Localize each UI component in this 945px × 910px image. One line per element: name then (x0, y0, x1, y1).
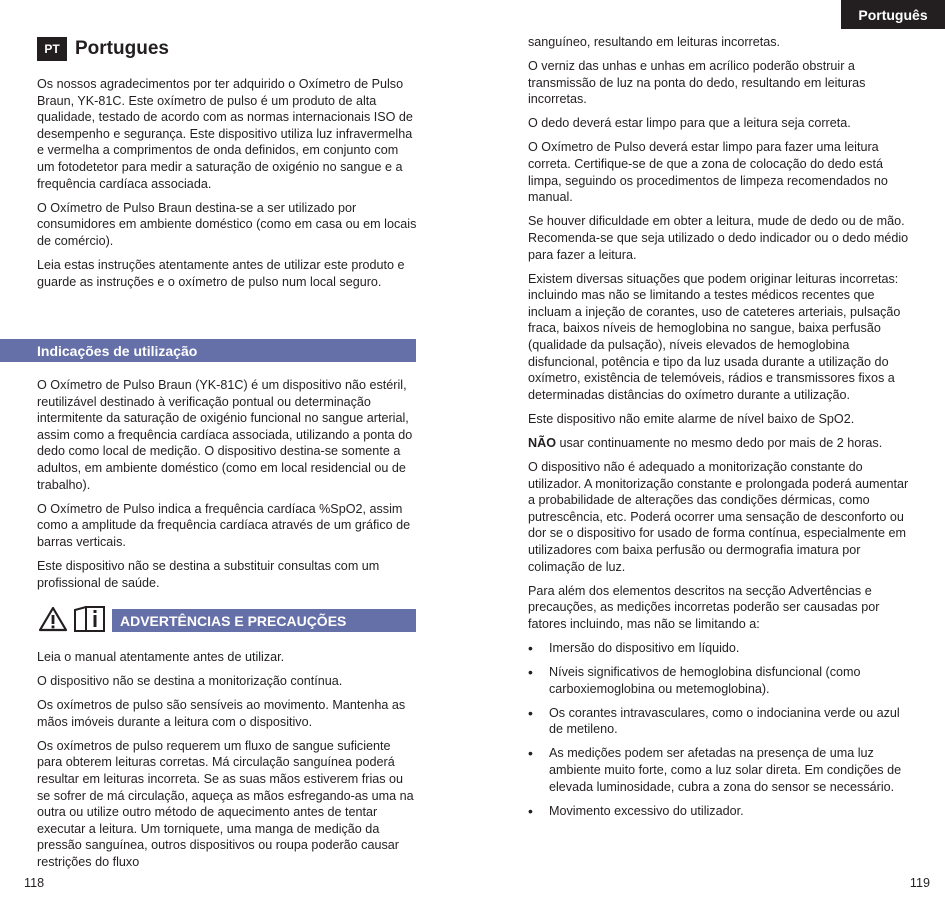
nao-text: usar continuamente no mesmo dedo por mais de 2 horas. (556, 435, 883, 450)
list-item: • Os corantes intravasculares, como o indocianina verde ou azul de metileno. (528, 705, 910, 738)
page-number-right: 119 (909, 876, 930, 890)
nao-warning (528, 435, 910, 452)
section-header-indications (0, 339, 416, 362)
paragraph: O Oxímetro de Pulso indica a frequência cardíaca %SpO2, assim como a amplitude da frequência cardíaca através de um gráfico de barras verticais. (37, 501, 411, 549)
list-item: • As medições podem ser afetadas na presença de uma luz ambiente muito forte, como a luz solar direta. Em condições de elevada luminosidade, cubra a zona do sensor se necessário. (528, 745, 910, 795)
language-badge: PT (37, 37, 67, 61)
warning-icons (0, 604, 112, 634)
paragraph: O dedo deverá estar limpo para que a leitura seja correta. (528, 116, 851, 131)
warning-triangle-icon (38, 606, 68, 632)
page-title: Portugues (75, 37, 169, 59)
left-page-intro (37, 36, 417, 298)
language-tab: Português (841, 0, 945, 29)
list-item: • Movimento excessivo do utilizador. (528, 803, 910, 820)
paragraph: Se houver dificuldade em obter a leitura, mude de dedo ou de mão. Recomenda-se que seja utilizado o dedo indicador ou o dedo médio para fazer a leitura. (528, 214, 909, 262)
paragraph: O verniz das unhas e unhas em acrílico poderão obstruir a transmissão de luz na ponta do dedo, resultando em leituras incorretas. (528, 59, 866, 107)
paragraph: Os oxímetros de pulso requerem um fluxo de sangue suficiente para obterem leituras corretas. Má circulação sanguínea poderá resultar em leituras incorreta. Se as suas mãos estiverem frias ou se sofrer de má circulação, aqueça as mãos esfregando-as uma na outra ou utilize outro método de aquecimento antes de tentar executar a leitura. Um torniquete, uma manga de medição da pressão sanguínea, outros dispositivos ou roupa poderão causar restrições do fluxo (37, 738, 414, 870)
paragraph: O Oxímetro de Pulso Braun (YK-81C) é um dispositivo não estéril, reutilizável destinado à verificação pontual ou determinação intermitente da saturação de oxigénio funcional no sangue arterial, assim como a frequência cardíaca associada, utilizando a ponta do dedo como local de medição. O dispositivo destina-se somente a adultos, em ambiente doméstico (como em local residencial ou de trabalho). (37, 378, 413, 492)
warnings-section (37, 649, 419, 878)
page-number-left: 118 (24, 876, 45, 890)
section-header-warnings (0, 609, 416, 632)
section-title: Indicações de utilização (37, 342, 198, 359)
paragraph: Este dispositivo não emite alarme de nível baixo de SpO2. (528, 411, 855, 426)
paragraph: Para além dos elementos descritos na secção Advertências e precauções, as medições incorretas poderão ser causadas por fatores incluindo, mas não se limitando a: (528, 583, 880, 631)
info-manual-icon (72, 606, 106, 632)
intro-paragraph: Os nossos agradecimentos por ter adquirido o Oxímetro de Pulso Braun, YK-81C. Este oxímetro de pulso é um produto de alta qualidade, testado de acordo com as normas internacionais ISO de desempenho e segurança. Este dispositivo utiliza luz infravermelha e vermelha a comprimentos de onda definidos, em conjunto com um fotodetetor para medir a saturação de oxigénio no sangue e a frequência cardíaca associada. (37, 77, 413, 191)
paragraph: Este dispositivo não se destina a substituir consultas com um profissional de saúde. (37, 558, 380, 590)
nao-bold: NÃO (528, 435, 556, 450)
intro-paragraph: O Oxímetro de Pulso Braun destina-se a ser utilizado por consumidores em ambiente doméstico (como em casa ou em locais de comércio). (37, 200, 417, 248)
paragraph: O dispositivo não é adequado a monitorização constante do utilizador. A monitorização constante e prolongada poderá aumentar a probabilidade de alterações das condições dérmicas, como putrescência, etc. Poderá ocorrer uma sensação de desconforto ou dor se o dispositivo for usado de forma contínua, especialmente em utilizadores com baixa perfusão ou dermografia imatura por colimação de luz. (528, 460, 909, 574)
indications-section (37, 377, 419, 599)
page-title-row (37, 36, 417, 62)
paragraph: sanguíneo, resultando em leituras incorretas. (528, 35, 781, 49)
paragraph: O dispositivo não se destina a monitorização contínua. (37, 674, 343, 689)
paragraph: O Oxímetro de Pulso deverá estar limpo para fazer uma leitura correta. Certifique-se de que a zona de colocação do dedo está limpa, seguindo os procedimentos de limpeza recomendados no manual. (528, 140, 888, 205)
intro-paragraph: Leia estas instruções atentamente antes de utilizar este produto e guarde as instruções e o oxímetro de pulso num local seguro. (37, 257, 405, 289)
list-item: • Níveis significativos de hemoglobina disfuncional (como carboxiemoglobina ou metemoglobina). (528, 664, 910, 697)
section-title: ADVERTÊNCIAS E PRECAUÇÕES (120, 612, 347, 629)
paragraph: Os oxímetros de pulso são sensíveis ao movimento. Mantenha as mãos imóveis durante a leitura com o dispositivo. (37, 698, 406, 729)
right-page (528, 34, 910, 827)
factors-list (528, 640, 910, 819)
paragraph: Leia o manual atentamente antes de utilizar. (37, 650, 285, 664)
paragraph: Existem diversas situações que podem originar leituras incorretas: incluindo mas não se limitando a testes médicos recentes que incluam a injeção de corantes, uso de cateteres arteriais, pulsação fraca, baixos níveis de hemoglobina no sangue, baixa perfusão (qualidade da pulsação), níveis elevados de hemoglobina disfuncional, potência e tipo da luz usada durante a utilização do oxímetro, existência de telemóveis, rádios e transmissores fixos a determinadas distâncias do oxímetro durante a utilização. (528, 271, 901, 402)
list-item: • Imersão do dispositivo em líquido. (528, 640, 910, 657)
